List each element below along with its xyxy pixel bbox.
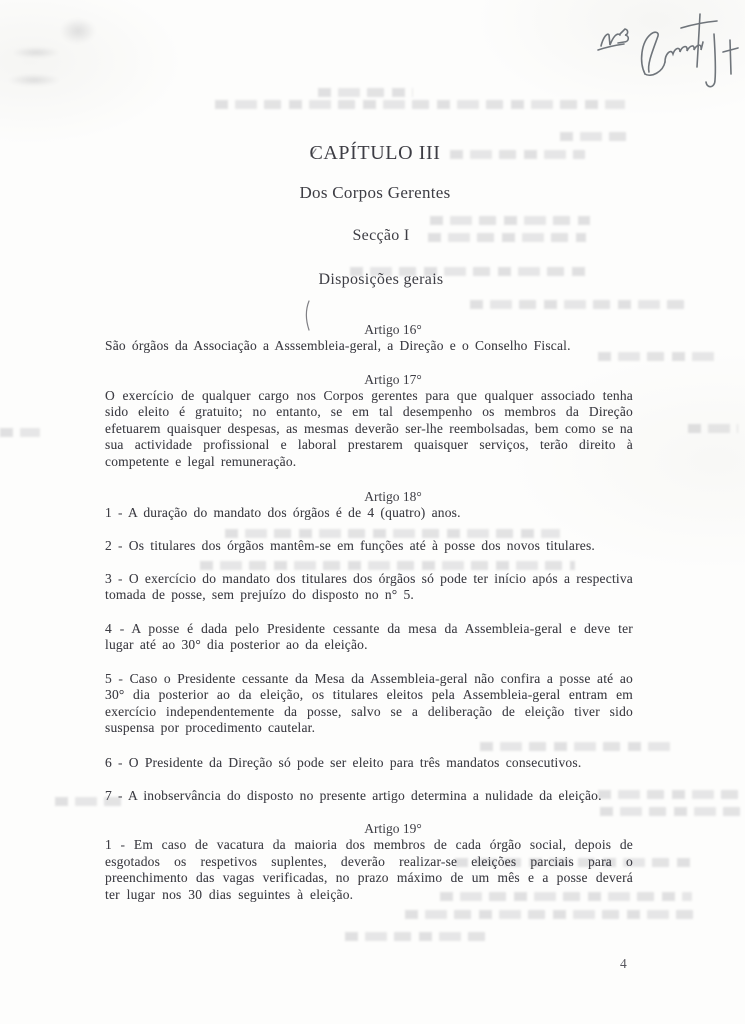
article-paragraph: 4 - A posse é dada pelo Presidente cessante da mesa da Assembleia-geral e deve ter lugar até ao 30° dia posterior ao da eleição. (105, 620, 633, 652)
article-paragraph: São órgãos da Associação a Asssembleia-geral, a Direção e o Conselho Fiscal. (105, 338, 571, 353)
bleed-through-text (345, 932, 490, 941)
bleed-through-text (0, 428, 40, 437)
handwritten-signature (593, 12, 743, 107)
pencil-smudge (12, 47, 60, 58)
bleed-through-text (318, 88, 413, 97)
pencil-smudge (8, 74, 60, 86)
article-16 (105, 321, 633, 355)
article-paragraph: 1 - Em caso de vacatura da maioria dos membros de cada órgão social, depois de esgotados os respetivos suplentes, deverão realizar-se eleições parciais para o preenchimento das vagas verificadas, no prazo máximo de um mês e a posse deverá ter lugar nos 30 dias seguintes à eleição. (105, 837, 633, 902)
page-number: 4 (620, 956, 627, 971)
article-18 (105, 488, 633, 804)
section-title: Secção I (352, 227, 410, 244)
article-paragraph: 1 - A duração do mandato dos órgãos é de 4 (quatro) anos. (105, 505, 461, 520)
bleed-through-text (688, 424, 738, 433)
signature-flourish-stroke (642, 32, 659, 74)
document-body (105, 141, 633, 903)
article-heading: Artigo 17° (364, 371, 422, 387)
pencil-smudge (60, 18, 96, 44)
article-heading: Artigo 16° (364, 322, 422, 337)
article-paragraph: 5 - Caso o Presidente cessante da Mesa da Assembleia-geral não confira a posse até ao 30° dia posterior ao da eleição, os titulares eleitos pela Assembleia-geral entram em exercício independentemente da posse, salvo se a deliberação de eleição tiver sido suspensa por procedimento cautelar. (105, 670, 633, 735)
section-subtitle: Disposições gerais (318, 271, 444, 288)
bleed-through-text (560, 132, 630, 141)
signature-cross-stroke (730, 40, 731, 74)
article-heading: Artigo 19° (364, 821, 422, 836)
signature-vertical-stroke (706, 34, 715, 87)
signature-initials-stroke (601, 34, 620, 46)
article-heading: Artigo 18° (364, 489, 422, 504)
article-paragraph: 2 - Os titulares dos órgãos mantêm-se em funções até à posse dos novos titulares. (105, 537, 595, 553)
article-paragraph: O exercício de qualquer cargo nos Corpos gerentes para que qualquer associado tenha sido eleito é gratuito; no entanto, se em tal desempenho os membros da Direção efetuarem quaisquer despesas, as mesmas deverão ser-lhe reembolsadas, bem como se na sua actividade profissional e laboral prestarem quaisquer serviços, terão direito à competente e legal remuneração. (105, 387, 633, 469)
signature-vertical-stroke (697, 14, 700, 67)
bleed-through-text (215, 100, 625, 109)
signature-initials-stroke (618, 29, 628, 43)
article-paragraph: 7 - A inobservância do disposto no presente artigo determina a nulidade da eleição. (105, 787, 602, 803)
article-paragraph: 6 - O Presidente da Direção só pode ser eleito para três mandatos consecutivos. (105, 754, 582, 770)
article-17 (105, 371, 633, 471)
article-19 (105, 820, 633, 903)
chapter-title: CAPÍTULO III (309, 142, 441, 164)
chapter-subtitle: Dos Corpos Gerentes (299, 183, 451, 202)
bleed-through-text (405, 910, 693, 919)
article-paragraph: 3 - O exercício do mandato dos titulares dos órgãos só pode ter início após a respectiva tomada de posse, sem prejuízo do disposto no n° 5. (105, 570, 633, 602)
